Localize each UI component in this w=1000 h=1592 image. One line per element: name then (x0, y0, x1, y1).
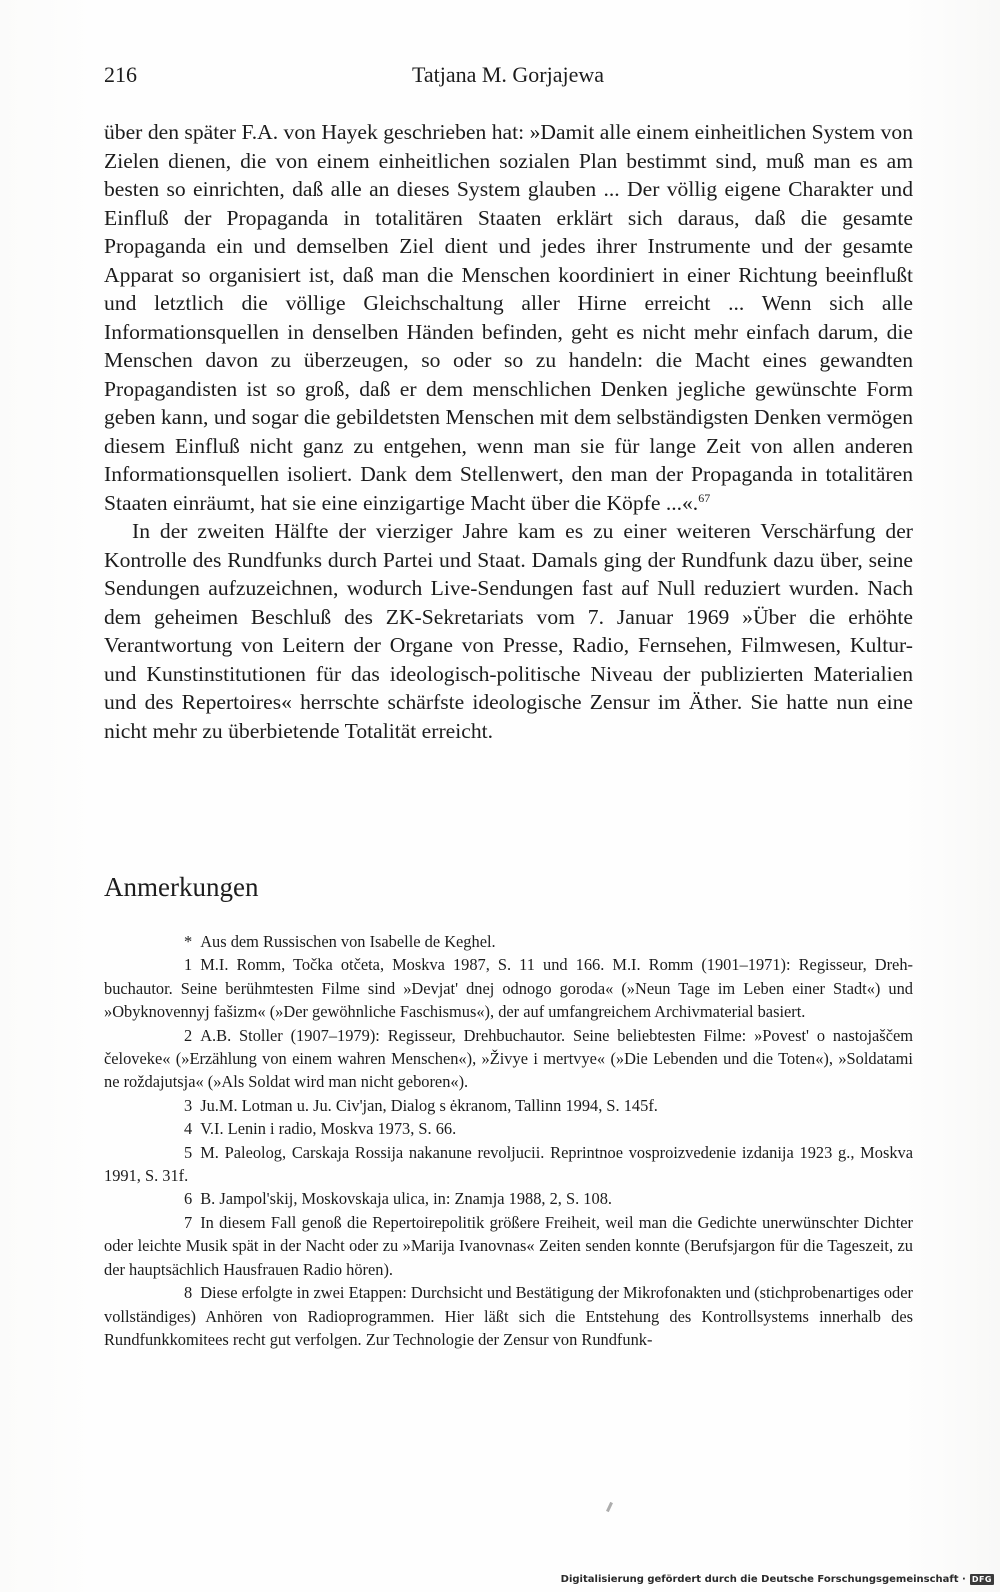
paragraph-1 (104, 118, 913, 517)
note-item (104, 1141, 913, 1188)
page-number: 216 (104, 62, 137, 87)
dfg-logo-icon: DFG (971, 1574, 992, 1584)
main-text (104, 118, 913, 745)
note-item (104, 1117, 913, 1140)
running-header (104, 62, 912, 92)
note-item (104, 1094, 913, 1117)
note-text: B. Jampol'skij, Moskovskaja ulica, in: Znamja 1988, 2, S. 108. (200, 1189, 612, 1209)
note-item (104, 1281, 913, 1351)
note-number: 2 (184, 1025, 193, 1045)
note-text: A.B. Stoller (1907–1979): Regisseur, Drehbuchautor. Seine beliebtesten Filme: »Povest' o nastojaščem čeloveke« (»Erzählung von einem wahren Menschen«), »Živye i mertvye« (»Die Lebenden und die Toten«), »Soldatami ne roždajutsja« (»Als Soldat wird man nicht geboren«). (104, 1025, 913, 1092)
scan-mark (606, 1502, 613, 1512)
note-number: 3 (184, 1095, 193, 1115)
note-number: * (184, 932, 193, 951)
note-text: Aus dem Russischen von Isabelle de Keghel. (200, 932, 496, 951)
note-number: 5 (184, 1142, 193, 1162)
paragraph-1-text: über den später F.A. von Hayek geschrieben hat: »Damit alle einem einheitlichen System von Zielen dienen, die von einem einheitlichen sozialen Plan bestimmt sind, muß man es am besten so einrichten, daß alle an dieses System glauben ... Der völlig eigene Charakter und Einfluß der Propaganda in totalitären Staaten erklärt sich daraus, daß die gesamte Propaganda ein und demselben Ziel dient und jedes ihrer Instrumente und der gesamte Apparat so organisiert ist, daß man die Menschen koordiniert in einer Richtung beeinflußt und letztlich die völlige Gleichschaltung aller Hirne erreicht ... Wenn sich alle Informationsquellen in denselben Händen befinden, geht es nicht mehr einfach darum, die Menschen davon zu überzeugen, so oder so zu handeln: die Macht eines gewandten Propagandisten ist so groß, daß er dem menschlichen Denken jegliche gewünschte Form geben kann, und sogar die gebildetsten Menschen mit dem selbständigsten Denken vermögen diesem Einfluß nicht ganz zu entgehen, wenn man sie für lange Zeit von allen anderen Informationsquellen isoliert. Dank dem Stellenwert, den man der Propaganda in totalitären Staaten einräumt, hat sie eine einzigartige Macht über die Köpfe ...«. (104, 120, 913, 515)
note-text: Diese erfolgte in zwei Etappen: Durchsicht und Bestätigung der Mikrofonakten und (stichprobenartiges oder vollständiges) Anhören von Radioprogrammen. Hier läßt sich die Entstehung des Kontrollsystems innerhalb des Rundfunkkomitees recht gut verfolgen. Zur Technologie der Zensur von Rundfunk- (104, 1283, 913, 1349)
note-number: 8 (184, 1283, 193, 1303)
notes-heading: Anmerkungen (104, 872, 259, 902)
note-item (104, 1187, 913, 1210)
note-number: 1 (184, 955, 193, 975)
digitization-credit (561, 1570, 994, 1588)
note-item (104, 953, 913, 1023)
note-item (104, 930, 913, 953)
credit-text: Digitalisierung gefördert durch die Deutsche Forschungsgemeinschaft · (560, 1573, 966, 1585)
paragraph-2: In der zweiten Hälfte der vierziger Jahre kam es zu einer weiteren Verschärfung der Kontrolle des Rundfunks durch Partei und Staat. Damals ging der Rundfunk dazu über, seine Sendungen aufzuzeichnen, wodurch Live-Sendungen fast auf Null reduziert wurden. Nach dem geheimen Beschluß des ZK-Sekretariats vom 7. Januar 1969 »Über die erhöhte Verantwortung von Leitern der Organe von Presse, Radio, Fernsehen, Filmwesen, Kultur- und Kunstinstitutionen für das ideologisch-politische Niveau der publizierten Materialien und des Repertoires« herrschte schärfste ideologische Zensur im Äther. Sie hatte nun eine nicht mehr zu überbietende Totalität erreicht. (104, 519, 913, 743)
note-text: In diesem Fall genoß die Repertoirepolitik größere Freiheit, weil man die Gedichte unerwünschter Dichter oder leichte Musik spät in der Nacht oder zu »Marija Ivanovnas« Zeiten senden konnte (Berufsjargon für die Tageszeit, zu der hauptsächlich Hausfrauen Radio hören). (104, 1212, 913, 1279)
running-title: Tatjana M. Gorjajewa (411, 62, 605, 87)
note-text: M. Paleolog, Carskaja Rossija nakanune revoljucii. Reprintnoe vosproizvedenie izdanija 1923 g., Moskva 1991, S. 31f. (104, 1142, 913, 1186)
note-number: 4 (184, 1119, 193, 1139)
notes-list (104, 930, 913, 1351)
note-number: 6 (184, 1189, 193, 1209)
note-text: M.I. Romm, Točka otčeta, Moskva 1987, S. 11 und 166. M.I. Romm (1901–1971): Regisseur, Drehbuchautor. Seine berühmtesten Filme sind »Devjat' dnej odnogo goroda« (»Neun Tage im Leben einer Stadt«) und »Obyknovennyj fašizm« (»Der gewöhnliche Faschismus«), der auf umfangreichem Archivmaterial basiert. (104, 955, 913, 1022)
note-number: 7 (184, 1212, 193, 1232)
note-item (104, 1211, 913, 1281)
note-text: Ju.M. Lotman u. Ju. Civ'jan, Dialog s ėkranom, Tallinn 1994, S. 145f. (200, 1095, 658, 1115)
note-item (104, 1024, 913, 1094)
note-text: V.I. Lenin i radio, Moskva 1973, S. 66. (200, 1119, 457, 1139)
footnote-ref-67: 67 (698, 490, 711, 505)
